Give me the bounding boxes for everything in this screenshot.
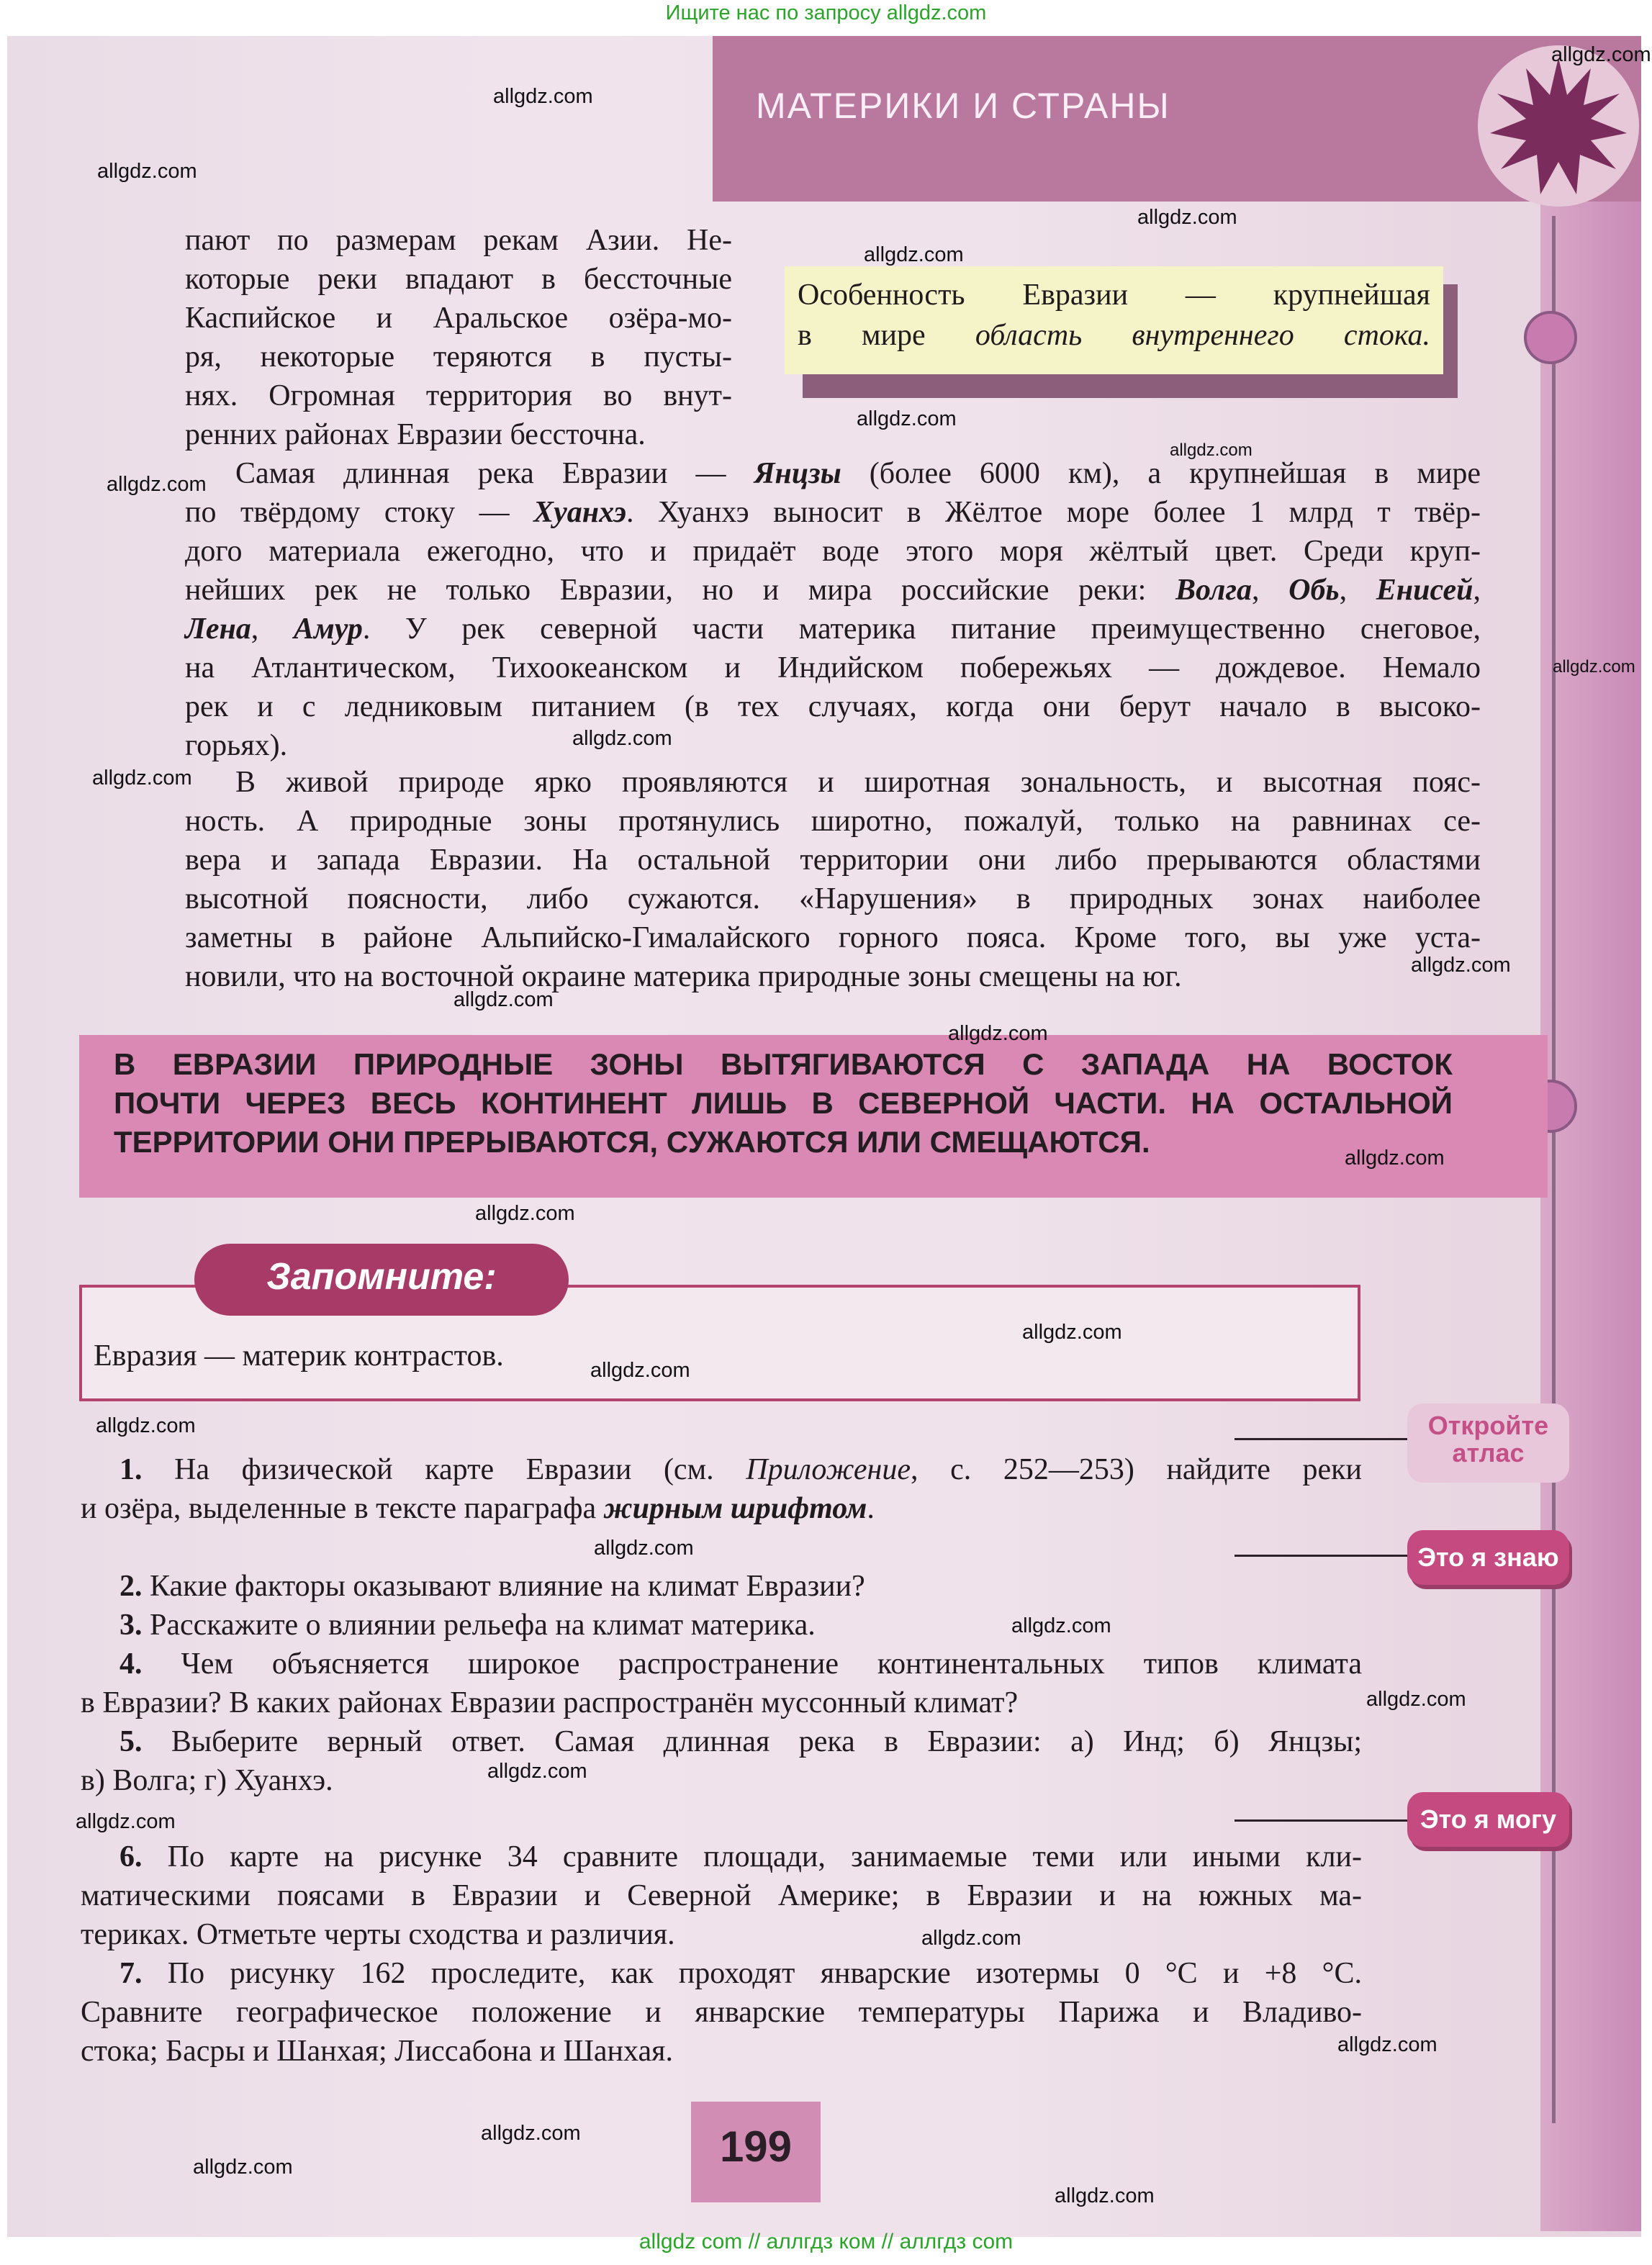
timeline-node <box>1524 311 1577 364</box>
text-line: по твёрдому стоку — Хуанхэ. Хуанхэ выносит в Жёлтое море более 1 млрд т твёр- <box>185 496 1481 529</box>
text-line: В живой природе ярко проявляются и широтная зональность, и высотная пояс- <box>235 766 1481 799</box>
watermark: allgdz.com <box>948 1022 1048 1045</box>
watermark: allgdz.com <box>1022 1321 1122 1344</box>
watermark: allgdz.com <box>487 1760 587 1783</box>
open-atlas-badge <box>1407 1403 1569 1483</box>
watermark: allgdz.com <box>475 1202 575 1225</box>
right-margin-strip <box>1540 144 1641 2231</box>
watermark: allgdz.com <box>1337 2033 1437 2056</box>
questions-block <box>81 1567 1362 1800</box>
watermark: allgdz.com <box>572 727 672 750</box>
watermark: allgdz.com <box>96 1414 196 1437</box>
watermark: allgdz.com <box>453 988 554 1011</box>
question-5: 5. Выберите верный ответ. Самая длинная река в Евразии: а) Инд; б) Янцзы; <box>119 1725 1362 1758</box>
text-line: пают по размерам рекам Азии. Не- <box>185 224 732 257</box>
rivers-paragraph <box>185 454 1481 765</box>
watermark: allgdz.com <box>921 1927 1021 1950</box>
info-box <box>785 266 1443 374</box>
text-line: рек и с ледниковым питанием (в тех случаях, когда они берут начало в высоко- <box>185 690 1481 723</box>
info-italic-term: область внутреннего стока. <box>975 319 1431 352</box>
term-amur: Амур <box>293 612 363 646</box>
questions-block-can <box>81 1837 1362 2071</box>
bottom-site-note: allgdz com // аллгдз ком // аллгдз com <box>638 2230 1014 2253</box>
watermark: allgdz.com <box>1366 1688 1466 1711</box>
watermark: allgdz.com <box>1345 1147 1445 1170</box>
text-line: высотной поясности, либо сужаются. «Нарушения» в природных зонах наиболее <box>185 882 1481 916</box>
text-line: Лена, Амур. У рек северной части материка питание преимущественно снеговое, <box>185 612 1481 646</box>
question-4: 4. Чем объясняется широкое распространение континентальных типов климата <box>119 1647 1362 1681</box>
text-line: заметны в районе Альпийско-Гималайского горного пояса. Кроме того, вы уже уста- <box>185 921 1481 954</box>
remember-title: Запомните: <box>266 1256 497 1298</box>
text-line: ность. А природные зоны протянулись широтно, пожалуй, только на равнинах се- <box>185 805 1481 838</box>
remember-text: Евразия — материк контрастов. <box>94 1339 504 1373</box>
watermark: allgdz.com <box>481 2122 581 2145</box>
badge-connector <box>1235 1819 1411 1822</box>
watermark: allgdz.com <box>590 1359 690 1382</box>
text-line: которые реки впадают в бессточные <box>185 263 732 296</box>
intro-paragraph <box>185 221 732 454</box>
question-6-cont: матическими поясами в Евразии и Северной Америке; в Евразии и на южных ма- <box>81 1879 1362 1912</box>
header-zigzag-edge <box>713 144 1432 209</box>
watermark: allgdz.com <box>594 1537 694 1560</box>
watermark: allgdz.com <box>1551 43 1651 66</box>
question-7: 7. По рисунку 162 проследите, как проходят январские изотермы 0 °С и +8 °С. <box>119 1957 1362 1990</box>
section-title: МАТЕРИКИ И СТРАНЫ <box>756 86 1170 126</box>
term-lena: Лена <box>185 612 251 646</box>
text-line: ря, некоторые теряются в пусты- <box>185 340 732 374</box>
zones-paragraph <box>185 763 1481 996</box>
page-number: 199 <box>719 2122 793 2171</box>
watermark: allgdz.com <box>864 243 964 266</box>
top-search-note: Ищите нас по запросу allgdz.com <box>665 1 987 24</box>
questions-block-know <box>81 1450 1362 1528</box>
term-yenisei: Енисей <box>1376 574 1473 607</box>
term-ob: Обь <box>1288 574 1340 607</box>
text-line: на Атлантическом, Тихоокеанском и Индийском побережьях — дождевое. Немало <box>185 651 1481 684</box>
badge-label: атлас <box>1452 1438 1525 1468</box>
i-know-badge: Это я знаю <box>1407 1530 1569 1585</box>
term-volga: Волга <box>1175 574 1252 607</box>
key-conclusion-text <box>114 1045 1453 1162</box>
question-4-cont: в Евразии? В каких районах Евразии распространён муссонный климат? <box>81 1686 1019 1719</box>
text-line: нейших рек не только Евразии, но и мира российские реки: Волга, Обь, Енисей, <box>185 574 1481 607</box>
watermark: allgdz.com <box>193 2156 293 2179</box>
text-line: ТЕРРИТОРИИ ОНИ ПРЕРЫВАЮТСЯ, СУЖАЮТСЯ ИЛИ СМЕЩАЮТСЯ. <box>114 1125 1150 1159</box>
watermark: allgdz.com <box>76 1810 176 1833</box>
question-5-cont: в) Волга; г) Хуанхэ. <box>81 1764 333 1797</box>
question-1-cont: и озёра, выделенные в тексте параграфа жирным шрифтом. <box>81 1492 875 1525</box>
i-can-badge: Это я могу <box>1407 1792 1569 1847</box>
text-line: вера и запада Евразии. На остальной территории они либо прерываются областями <box>185 844 1481 877</box>
term-huanghe: Хуанхэ <box>533 496 626 529</box>
text-line: дого материала ежегодно, что и придаёт воде этого моря жёлтый цвет. Среди круп- <box>185 535 1481 568</box>
watermark: allgdz.com <box>1553 657 1635 677</box>
badge-label: Откройте <box>1427 1411 1549 1440</box>
info-text: в мире <box>798 319 975 352</box>
question-7-cont: стока; Басры и Шанхая; Лиссабона и Шанхая. <box>81 2035 673 2068</box>
question-6-cont: териках. Отметьте черты сходства и различия. <box>81 1918 675 1951</box>
question-6: 6. По карте на рисунке 34 сравните площади, занимаемые теми или иными кли- <box>119 1840 1362 1873</box>
watermark: allgdz.com <box>1055 2184 1155 2207</box>
watermark: allgdz.com <box>857 407 957 430</box>
term-yangtze: Янцзы <box>754 457 841 490</box>
badge-connector <box>1235 1555 1411 1557</box>
watermark: allgdz.com <box>97 160 197 183</box>
text-line: Каспийское и Аральское озёра-мо- <box>185 302 732 335</box>
watermark: allgdz.com <box>1170 440 1252 460</box>
text-line: Самая длинная река Евразии — Янцзы (более 6000 км), а крупнейшая в мире <box>235 457 1481 490</box>
question-3: 3. Расскажите о влиянии рельефа на климат материка. <box>119 1609 816 1642</box>
star-icon <box>1476 43 1641 209</box>
text-line: нях. Огромная территория во внут- <box>185 379 732 412</box>
text-line: ренних районах Евразии бессточна. <box>185 418 646 451</box>
watermark: allgdz.com <box>1137 206 1237 229</box>
badge-connector <box>1235 1438 1411 1440</box>
info-line <box>798 315 1430 356</box>
watermark: allgdz.com <box>493 85 593 108</box>
watermark: allgdz.com <box>107 473 207 496</box>
text-line: ПОЧТИ ЧЕРЕЗ ВЕСЬ КОНТИНЕНТ ЛИШЬ В СЕВЕРНОЙ ЧАСТИ. НА ОСТАЛЬНОЙ <box>114 1086 1453 1120</box>
text-line: горьях). <box>185 729 288 762</box>
question-1: 1. На физической карте Евразии (см. Приложение, с. 252—253) найдите реки <box>119 1453 1362 1486</box>
text-line: В ЕВРАЗИИ ПРИРОДНЫЕ ЗОНЫ ВЫТЯГИВАЮТСЯ С ЗАПАДА НА ВОСТОК <box>114 1047 1453 1081</box>
question-7-cont: Сравните географическое положение и январские температуры Парижа и Владиво- <box>81 1996 1362 2029</box>
info-line: Особенность Евразии — крупнейшая <box>798 279 1430 312</box>
watermark: allgdz.com <box>1011 1614 1111 1637</box>
watermark: allgdz.com <box>92 767 192 790</box>
text-line: новили, что на восточной окраине материка природные зоны смещены на юг. <box>185 960 1182 993</box>
question-2: 2. Какие факторы оказывают влияние на климат Евразии? <box>119 1570 865 1603</box>
watermark: allgdz.com <box>1411 954 1511 977</box>
